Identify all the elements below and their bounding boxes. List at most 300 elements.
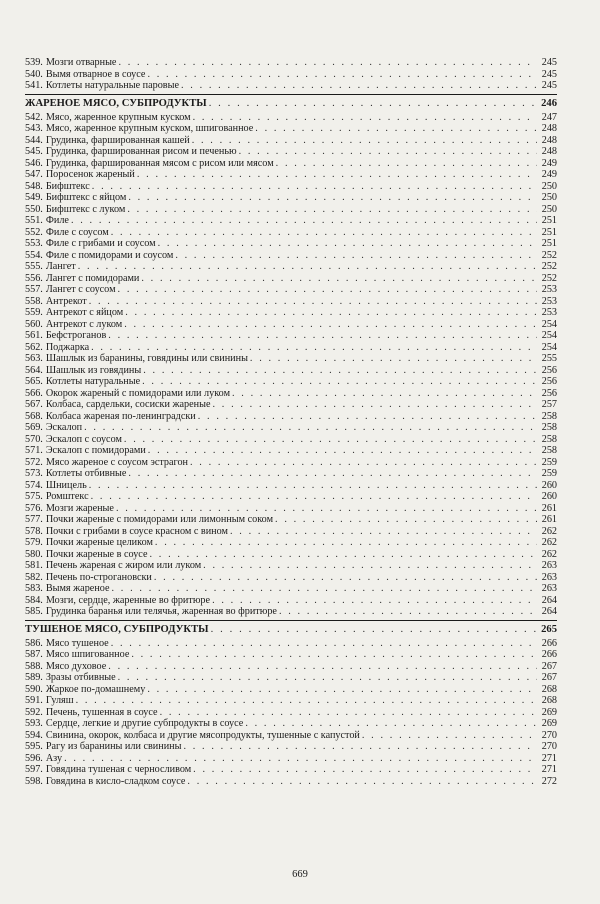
toc-entry [25,227,557,239]
toc-entry [25,649,557,661]
section-heading [25,623,557,636]
entry-page: 268 [541,683,557,695]
entry-page: 258 [541,433,557,445]
toc-entry [25,445,557,457]
entry-page: 264 [541,606,557,617]
leader-dots [160,707,537,719]
toc-entry [25,261,557,273]
entry-title: Мясо, жаренное крупным куском [45,111,191,123]
toc-entry [25,169,557,181]
leader-dots [141,273,537,285]
entry-number: 555. [25,261,43,272]
entry-number: 554. [25,249,43,261]
entry-title: Шашлык из баранины, говядины или свинины [45,353,248,364]
entry-number: 553. [25,238,43,249]
entry-title: Почки жареные с помидорами или лимонным соком [45,514,274,525]
entry-page: 253 [541,295,557,307]
entry-page: 266 [541,649,557,660]
entry-page: 256 [541,376,557,387]
toc-entry [25,158,557,170]
section-page: 265 [541,623,557,635]
leader-dots [125,307,537,319]
toc-entry [25,296,557,308]
entry-title: Антрекот с яйцом [45,307,124,318]
leader-dots [127,204,537,216]
toc-entry [25,353,557,365]
entry-number: 587. [25,649,43,660]
entry-title: Мозги отварные [45,57,117,68]
entry-number: 591. [25,695,43,706]
entry-number: 544. [25,134,43,146]
entry-page: 261 [541,514,557,525]
leader-dots [158,238,537,250]
entry-number: 583. [25,583,43,594]
toc-entry [25,776,557,788]
section-title: ТУШЕНОЕ МЯСО, СУБПРОДУКТЫ [25,623,209,635]
entry-page: 263 [541,571,557,583]
entry-title: Поджарка [45,341,90,353]
entry-number: 566. [25,387,43,399]
toc-entry [25,319,557,331]
toc-entry [25,204,557,216]
leader-dots [279,606,537,618]
leader-dots [131,649,537,661]
leader-dots [108,661,537,673]
leader-dots [147,69,537,81]
toc-entry [25,560,557,572]
entry-title: Эскалоп [45,422,83,433]
entry-page: 254 [541,330,557,341]
entry-number: 551. [25,215,43,226]
entry-number: 578. [25,525,43,537]
entry-title: Грудинка, фаршированная кашей [45,134,190,146]
entry-page: 269 [541,706,557,718]
entry-number: 575. [25,491,43,502]
entry-number: 595. [25,741,43,752]
leader-dots [76,695,537,707]
entry-page: 258 [541,445,557,456]
leader-dots [148,445,537,457]
entry-title: Свинина, окорок, колбаса и другие мясопродукты, тушенные с капустой [45,729,360,741]
toc-entry [25,307,557,319]
entry-number: 558. [25,295,43,307]
entry-title: Котлеты отбивные [45,468,127,479]
entry-number: 546. [25,157,43,169]
section-divider [25,620,557,621]
leader-dots [149,549,537,561]
entry-title: Окорок жареный с помидорами или луком [45,387,231,399]
leader-dots [211,623,537,636]
toc-entry [25,135,557,147]
toc-entry [25,707,557,719]
entry-number: 582. [25,571,43,583]
entry-title: Лангет с соусом [45,284,116,295]
entry-number: 585. [25,606,43,617]
toc-entry [25,399,557,411]
leader-dots [175,250,537,262]
entry-number: 550. [25,203,43,215]
entry-page: 266 [541,637,557,649]
toc-entry [25,181,557,193]
entry-page: 259 [541,468,557,479]
toc-entry [25,422,557,434]
leader-dots [275,514,537,526]
entry-number: 572. [25,456,43,468]
leader-dots [92,181,537,193]
toc-entry [25,123,557,135]
entry-number: 567. [25,399,43,410]
entry-page: 251 [541,226,557,238]
entry-page: 262 [541,525,557,537]
entry-page: 245 [541,68,557,80]
toc-entry [25,112,557,124]
toc-entry [25,411,557,423]
leader-dots [112,583,537,595]
entry-page: 253 [541,284,557,295]
entry-page: 251 [541,238,557,249]
entry-page: 250 [541,180,557,192]
entry-page: 249 [541,169,557,180]
entry-title: Эскалоп с соусом [45,433,122,445]
entry-page: 271 [541,764,557,775]
entry-number: 584. [25,594,43,606]
entry-title: Зразы отбивные [45,672,116,683]
entry-title: Почки жареные в соусе [45,548,148,560]
toc-entry [25,80,557,92]
leader-dots [108,330,537,342]
entry-number: 594. [25,729,43,741]
leader-dots [124,434,537,446]
entry-page: 252 [541,272,557,284]
toc-entry [25,388,557,400]
entry-page: 264 [541,594,557,606]
entry-title: Котлеты натуральные [45,376,141,387]
entry-number: 557. [25,284,43,295]
entry-number: 540. [25,68,43,80]
entry-page: 256 [541,364,557,376]
entry-number: 556. [25,272,43,284]
entry-number: 590. [25,683,43,695]
leader-dots [84,422,537,434]
leader-dots [193,764,537,776]
leader-dots [250,353,537,365]
toc-entry [25,583,557,595]
entry-number: 592. [25,706,43,718]
toc-entry [25,342,557,354]
toc-entry [25,250,557,262]
entry-title: Шашлык из говядины [45,364,142,376]
entry-title: Колбаса, сардельки, сосиски жареные [45,399,211,410]
toc-entry [25,480,557,492]
toc-entry [25,684,557,696]
entry-number: 593. [25,718,43,729]
leader-dots [142,376,537,388]
leader-dots [203,560,537,572]
entry-page: 251 [541,215,557,226]
entry-title: Бефстроганов [45,330,107,341]
entry-page: 252 [541,249,557,261]
toc-entry [25,273,557,285]
toc-entry [25,457,557,469]
entry-number: 577. [25,514,43,525]
leader-dots [155,537,537,549]
entry-number: 570. [25,433,43,445]
leader-dots [245,718,537,730]
entry-title: Говядина в кисло-сладком соусе [45,775,186,787]
entry-title: Филе [45,215,69,226]
entry-title: Бифштекс [45,180,90,192]
toc-entry [25,672,557,684]
entry-number: 588. [25,660,43,672]
leader-dots [89,296,537,308]
entry-title: Азу [45,752,63,764]
toc-entry [25,330,557,342]
entry-page: 261 [541,502,557,514]
entry-number: 560. [25,318,43,330]
entry-page: 247 [541,111,557,123]
toc-entry [25,468,557,480]
entry-page: 257 [541,399,557,410]
entry-title: Эскалоп с помидорами [45,445,146,456]
leader-dots [111,227,537,239]
toc-entry [25,503,557,515]
entry-page: 267 [541,672,557,683]
toc-entry [25,595,557,607]
entry-title: Лангет [45,261,76,272]
entry-number: 559. [25,307,43,318]
entry-title: Грудинка, фаршированная рисом и печенью [45,146,237,157]
entry-number: 564. [25,364,43,376]
toc-entry [25,695,557,707]
section-title: ЖАРЕНОЕ МЯСО, СУБПРОДУКТЫ [25,97,207,109]
entry-page: 260 [541,479,557,491]
entry-number: 561. [25,330,43,341]
toc-entry [25,753,557,765]
entry-number: 596. [25,752,43,764]
entry-title: Гуляш [45,695,74,706]
entry-title: Мясо шпигованное [45,649,130,660]
entry-title: Филе с помидорами и соусом [45,249,174,261]
entry-page: 269 [541,718,557,729]
toc-entry [25,238,557,250]
leader-dots [213,399,538,411]
leader-dots [128,192,537,204]
entry-title: Печень по-строгановски [45,571,152,583]
entry-page: 270 [541,729,557,741]
toc-entry [25,215,557,227]
leader-dots [276,158,537,170]
entry-page: 249 [541,157,557,169]
toc-entry [25,526,557,538]
toc-entry [25,69,557,81]
toc-entry [25,730,557,742]
entry-number: 581. [25,560,43,571]
leader-dots [154,572,537,584]
entry-page: 262 [541,548,557,560]
page-number: 669 [292,869,308,880]
entry-title: Почки жареные целиком [45,537,153,548]
entry-title: Филе с соусом [45,226,109,238]
entry-title: Бифштекс с луком [45,203,126,215]
entry-number: 539. [25,57,43,68]
toc-entry [25,661,557,673]
entry-page: 255 [541,353,557,364]
entry-title: Мясо, жаренное крупным куском, шпигованное [45,123,254,134]
entry-page: 258 [541,422,557,433]
entry-title: Вымя отварное в соусе [45,68,146,80]
leader-dots [230,526,537,538]
entry-page: 253 [541,307,557,318]
entry-page: 268 [541,695,557,706]
leader-dots [209,97,537,110]
entry-title: Поросенок жареный [45,169,135,180]
entry-number: 589. [25,672,43,683]
entry-number: 568. [25,410,43,422]
entry-title: Антрекот [45,295,87,307]
entry-number: 543. [25,123,43,134]
leader-dots [111,638,537,650]
leader-dots [89,480,537,492]
toc-entry [25,764,557,776]
entry-title: Вымя жареное [45,583,110,594]
leader-dots [118,284,537,296]
leader-dots [147,684,537,696]
entry-number: 562. [25,341,43,353]
entry-number: 563. [25,353,43,364]
section-page: 246 [541,97,557,109]
entry-title: Колбаса жареная по-ленинградски [45,410,196,422]
entry-number: 598. [25,775,43,787]
entry-number: 586. [25,637,43,649]
entry-title: Рагу из баранины или свинины [45,741,182,752]
entry-page: 248 [541,146,557,157]
leader-dots [78,261,537,273]
entry-page: 250 [541,203,557,215]
entry-number: 545. [25,146,43,157]
toc-entry [25,146,557,158]
leader-dots [71,215,537,227]
entry-title: Мясо тушеное [45,637,109,649]
toc-entry [25,718,557,730]
leader-dots [91,491,537,503]
entry-page: 248 [541,123,557,134]
entry-title: Филе с грибами и соусом [45,238,156,249]
leader-dots [137,169,537,181]
entry-page: 267 [541,660,557,672]
entry-page: 263 [541,560,557,571]
entry-title: Почки с грибами в соусе красном с вином [45,525,228,537]
entry-title: Сердце, легкие и другие субпродукты в соусе [45,718,244,729]
entry-number: 548. [25,180,43,192]
entry-number: 579. [25,537,43,548]
entry-title: Ромштекс [45,491,89,502]
entry-number: 541. [25,80,43,91]
entry-title: Печень жареная с жиром или луком [45,560,202,571]
entry-number: 574. [25,479,43,491]
entry-title: Котлеты натуральные паровые [45,80,179,91]
entry-title: Печень, тушенная в соусе [45,706,158,718]
entry-page: 254 [541,318,557,330]
toc-entry [25,537,557,549]
toc-entry [25,491,557,503]
entry-page: 262 [541,537,557,548]
entry-page: 245 [541,57,557,68]
leader-dots [64,753,537,765]
leader-dots [198,411,537,423]
toc-entry [25,741,557,753]
entry-number: 571. [25,445,43,456]
section-heading [25,97,557,110]
entry-title: Антрекот с луком [45,318,123,330]
toc-entry [25,638,557,650]
entry-number: 547. [25,169,43,180]
entry-page: 272 [541,775,557,787]
entry-page: 252 [541,261,557,272]
leader-dots [124,319,537,331]
entry-title: Грудинка, фаршированная мясом с рисом или мясом [45,157,274,169]
entry-title: Мозги, сердце, жаренные во фритюре [45,594,211,606]
toc-entry [25,514,557,526]
leader-dots [143,365,537,377]
entry-page: 256 [541,387,557,399]
entry-number: 549. [25,192,43,203]
leader-dots [183,741,537,753]
entry-number: 576. [25,502,43,514]
entry-number: 542. [25,111,43,123]
toc-entry [25,549,557,561]
entry-title: Мясо жареное с соусом эстрагон [45,456,189,468]
entry-page: 270 [541,741,557,752]
entry-page: 258 [541,410,557,422]
toc-entry [25,365,557,377]
leader-dots [362,730,537,742]
leader-dots [255,123,537,135]
entry-number: 597. [25,764,43,775]
leader-dots [118,672,537,684]
leader-dots [190,457,537,469]
section-divider [25,94,557,95]
leader-dots [116,503,537,515]
toc-entry [25,192,557,204]
entry-page: 271 [541,752,557,764]
leader-dots [118,57,537,69]
toc-entry [25,434,557,446]
toc-entry [25,284,557,296]
entry-title: Шницель [45,479,87,491]
leader-dots [239,146,537,158]
entry-number: 552. [25,226,43,238]
entry-page: 248 [541,134,557,146]
entry-number: 565. [25,376,43,387]
entry-title: Грудинка баранья или телячья, жаренная во фритюре [45,606,277,617]
entry-title: Мозги жареные [45,502,114,514]
entry-number: 573. [25,468,43,479]
leader-dots [187,776,537,788]
entry-page: 263 [541,583,557,594]
entry-number: 580. [25,548,43,560]
toc-entry [25,376,557,388]
entry-title: Жаркое по-домашнему [45,683,146,695]
toc-entry [25,57,557,69]
entry-page: 250 [541,192,557,203]
entry-page: 260 [541,491,557,502]
leader-dots [181,80,537,92]
leader-dots [91,342,537,354]
entry-page: 245 [541,80,557,91]
leader-dots [193,112,537,124]
entry-title: Лангет с помидорами [45,272,140,284]
leader-dots [212,595,537,607]
